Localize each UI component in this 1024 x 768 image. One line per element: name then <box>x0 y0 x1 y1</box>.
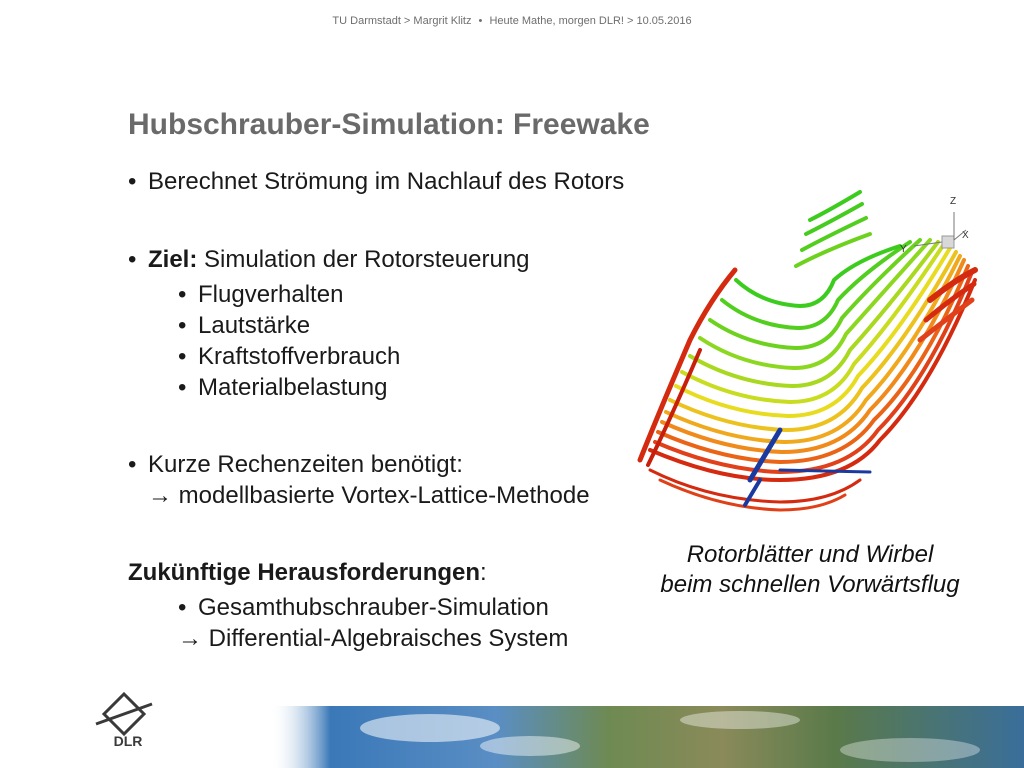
bullet-3-text: Kurze Rechenzeiten benötigt: <box>148 451 463 478</box>
header-talk: Heute Mathe, morgen DLR! > 10.05.2016 <box>489 15 692 27</box>
rotor-wake-figure <box>630 180 990 520</box>
header-org: TU Darmstadt > Margrit Klitz <box>332 15 472 27</box>
slide-header <box>0 15 1024 27</box>
header-separator: • <box>478 15 483 27</box>
wake-filaments <box>640 192 975 510</box>
caption-line-2: beim schnellen Vorwärtsflug <box>660 571 960 598</box>
bullet-dot: • <box>178 281 187 308</box>
axis-z-label: Z <box>950 196 957 207</box>
bullet-dot: • <box>128 246 137 273</box>
bullet-dot: • <box>178 312 187 339</box>
earth-banner <box>270 706 1024 768</box>
bullet-dot: • <box>128 168 137 195</box>
slide-title: Hubschrauber-Simulation: Freewake <box>128 108 650 141</box>
bullet-3-arrow-line: → modellbasierte Vortex-Lattice-Methode <box>148 482 590 509</box>
sub-bullet-4-text: Materialbelastung <box>198 374 388 401</box>
sub-bullet-1-text: Flugverhalten <box>198 281 344 308</box>
caption-line-1: Rotorblätter und Wirbel <box>686 541 934 568</box>
bullet-dot: • <box>178 374 187 401</box>
axis-x-label: X <box>962 230 969 241</box>
sub-bullet-3-text: Kraftstoffverbrauch <box>198 343 401 370</box>
future-sub-bullet-text: Gesamthubschrauber-Simulation <box>198 594 549 621</box>
dlr-logo <box>92 690 156 750</box>
future-heading <box>128 559 487 587</box>
logo-text: DLR <box>113 733 143 749</box>
axis-y-label: Y <box>900 244 907 255</box>
figure-caption <box>640 540 980 600</box>
future-arrow-line: → Differential-Algebraisches System <box>178 625 569 652</box>
future-heading-bold: Zukünftige Herausforderungen <box>128 559 481 586</box>
sub-bullet-2-text: Lautstärke <box>198 312 311 339</box>
bullet-2-rest: Simulation der Rotorsteuerung <box>204 246 530 273</box>
bullet-1-text: Berechnet Strömung im Nachlauf des Rotors <box>148 168 625 195</box>
bullet-2-text <box>148 246 530 274</box>
bullet-2-bold: Ziel: <box>148 246 198 273</box>
bullet-dot: • <box>178 594 187 621</box>
bullet-dot: • <box>128 451 137 478</box>
future-heading-colon: : <box>480 559 487 586</box>
bullet-dot: • <box>178 343 187 370</box>
